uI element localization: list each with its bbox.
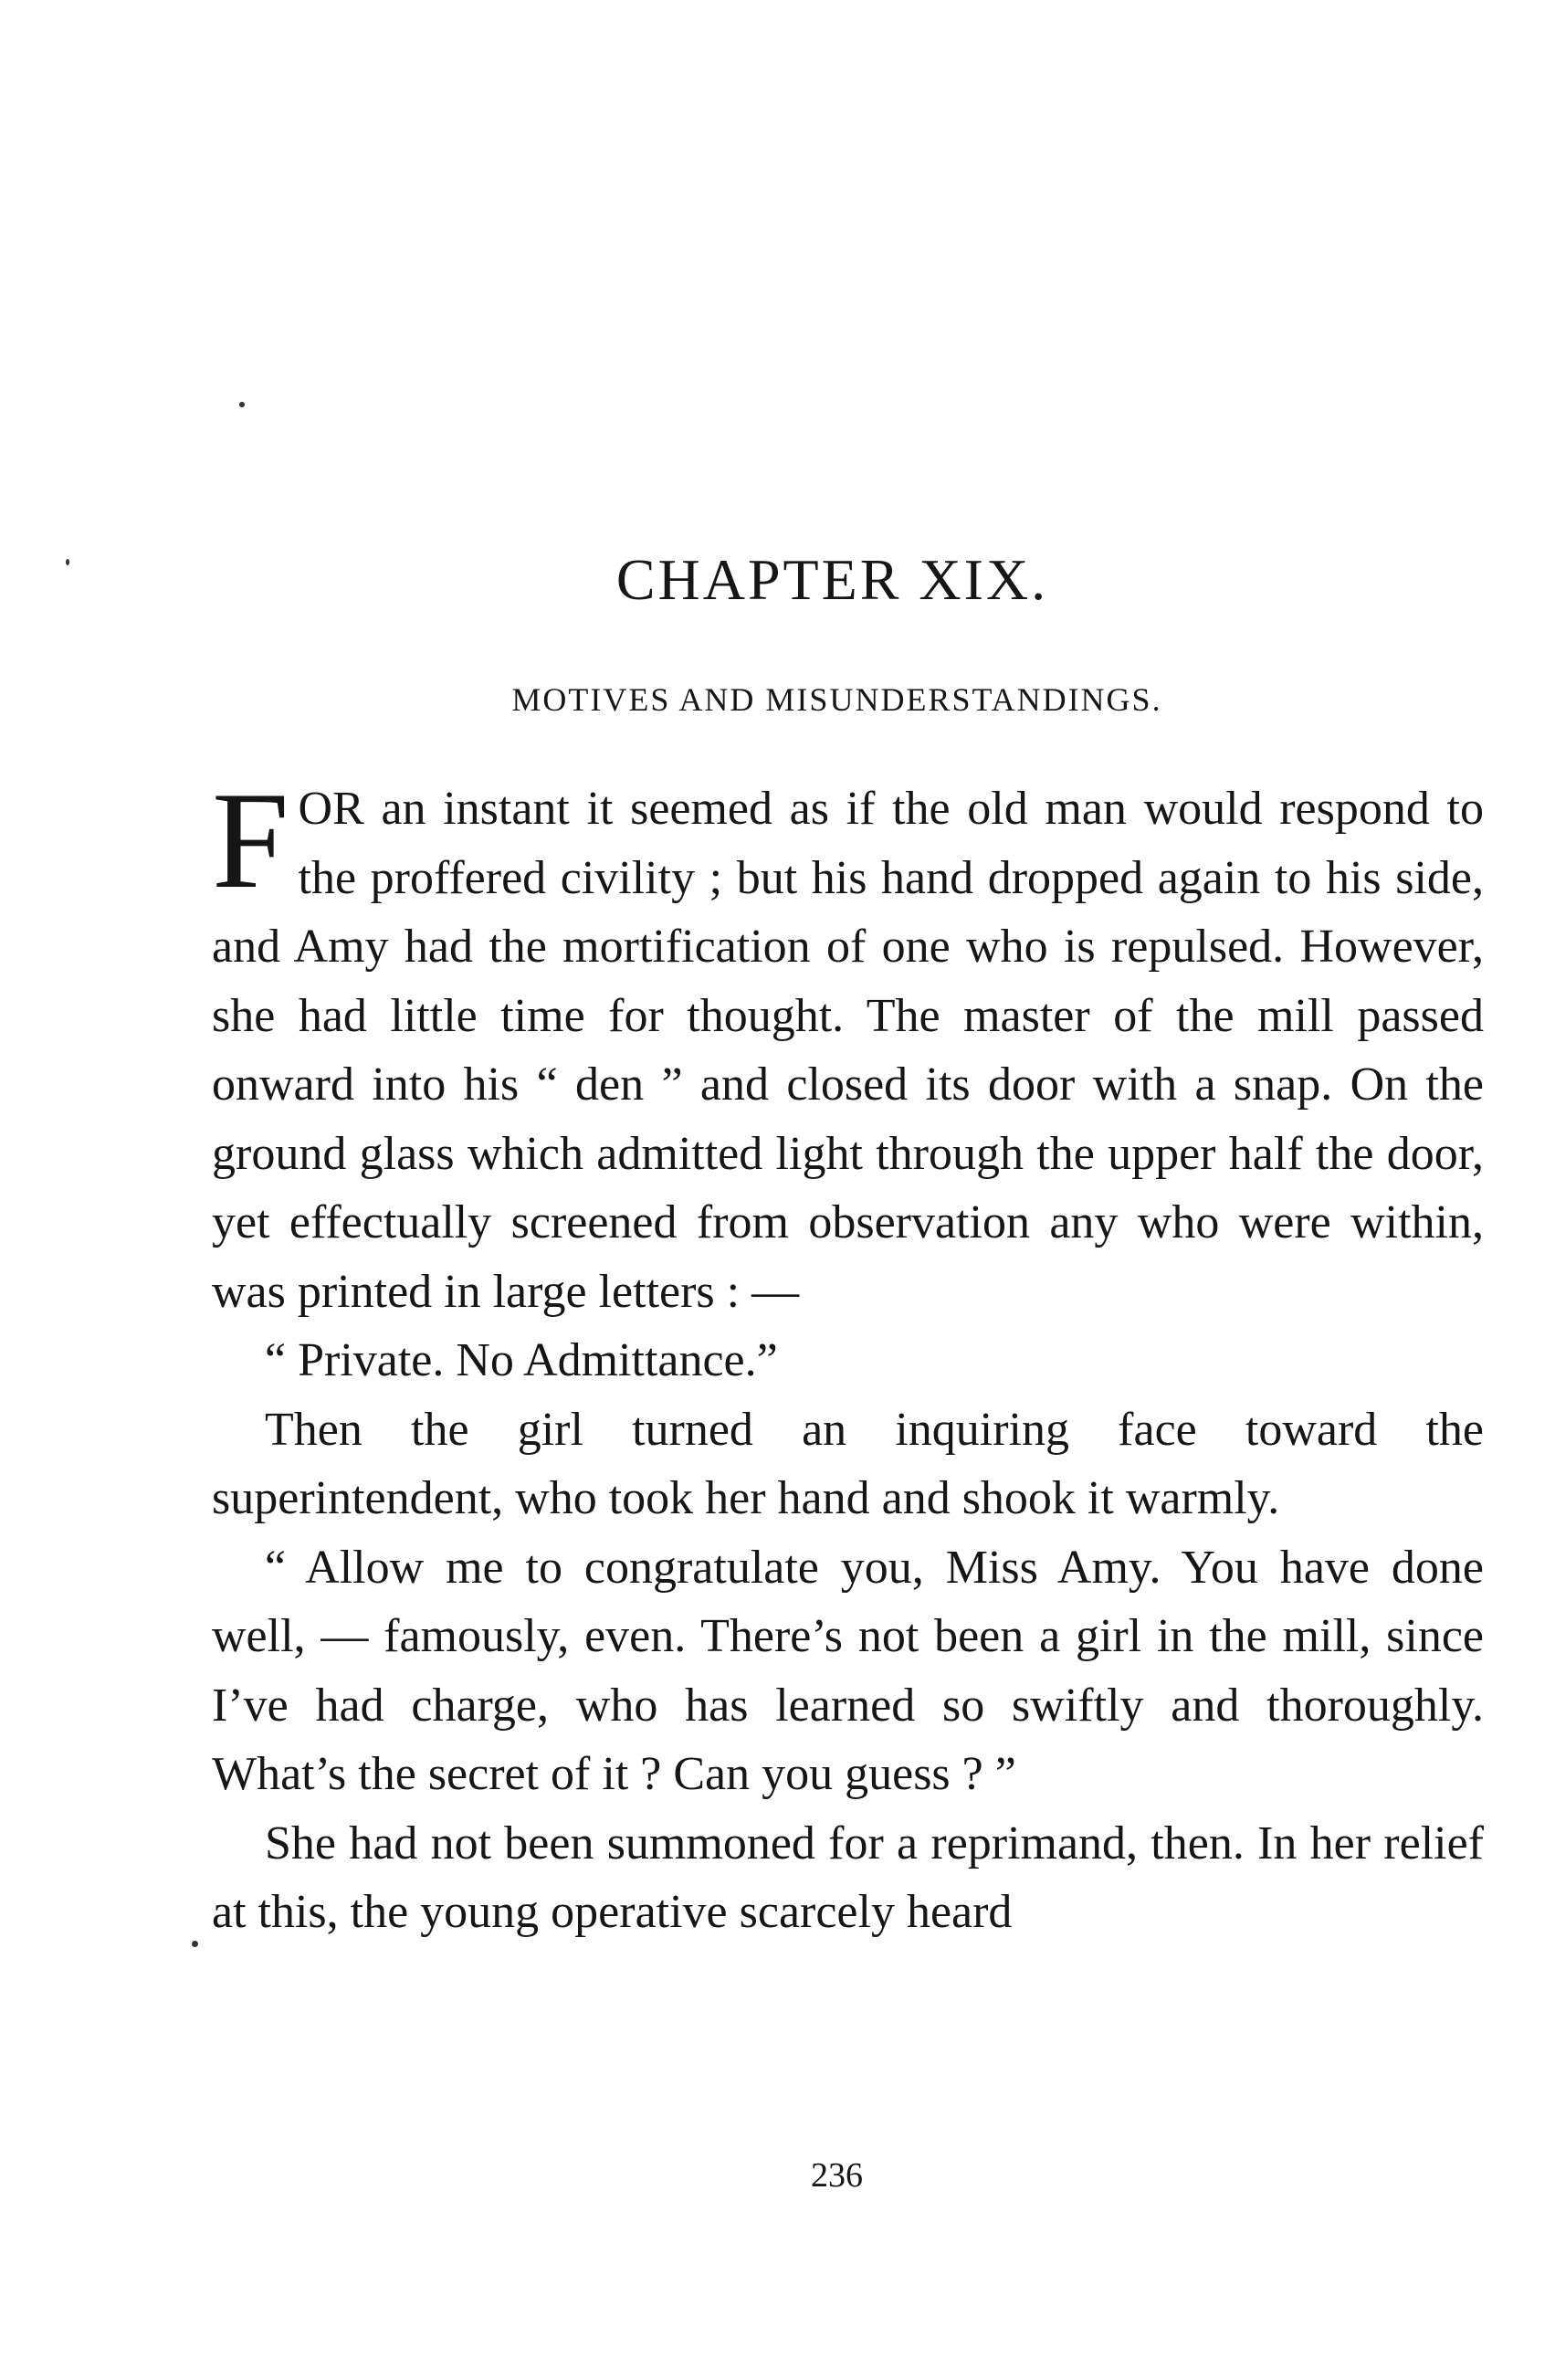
paragraph: Then the girl turned an inquiring face toward the superintendent, who took her hand and shook it warmly. xyxy=(212,1403,1484,1524)
body-text xyxy=(212,763,1484,1947)
paragraph-text: OR an instant it seemed as if the old man would respond to the proffered civility ; but his hand dropped again to his side, and Amy had the mortification of one who is repulsed. However, she had little time for thought. The master of the mill passed onward into his “ den ” and closed its door with a snap. On the ground glass which admitted light through the upper half the door, yet effectually screened from observation any who were within, was printed in large letters : — xyxy=(212,783,1484,1318)
paragraph-dialogue: “ Allow me to congratulate you, Miss Amy. You have done well, — famously, even. There’s not been a girl in the mill, since I’ve had charge, who has learned so swiftly and thoroughly. What’s the secret of it ? Can you guess ? ” xyxy=(212,1541,1484,1800)
paragraph-opening xyxy=(212,763,1484,1326)
page-number: 236 xyxy=(811,2156,863,2195)
ink-speck xyxy=(192,1941,198,1947)
chapter-subtitle: MOTIVES AND MISUNDERSTANDINGS. xyxy=(511,681,1162,718)
chapter-title: CHAPTER XIX. xyxy=(615,547,1049,612)
ink-speck xyxy=(239,402,245,407)
drop-cap: F xyxy=(212,763,289,917)
paragraph: She had not been summoned for a reprimand, then. In her relief at this, the young operative scarcely heard xyxy=(212,1817,1484,1938)
paragraph-sign-text: “ Private. No Admittance.” xyxy=(265,1334,778,1386)
